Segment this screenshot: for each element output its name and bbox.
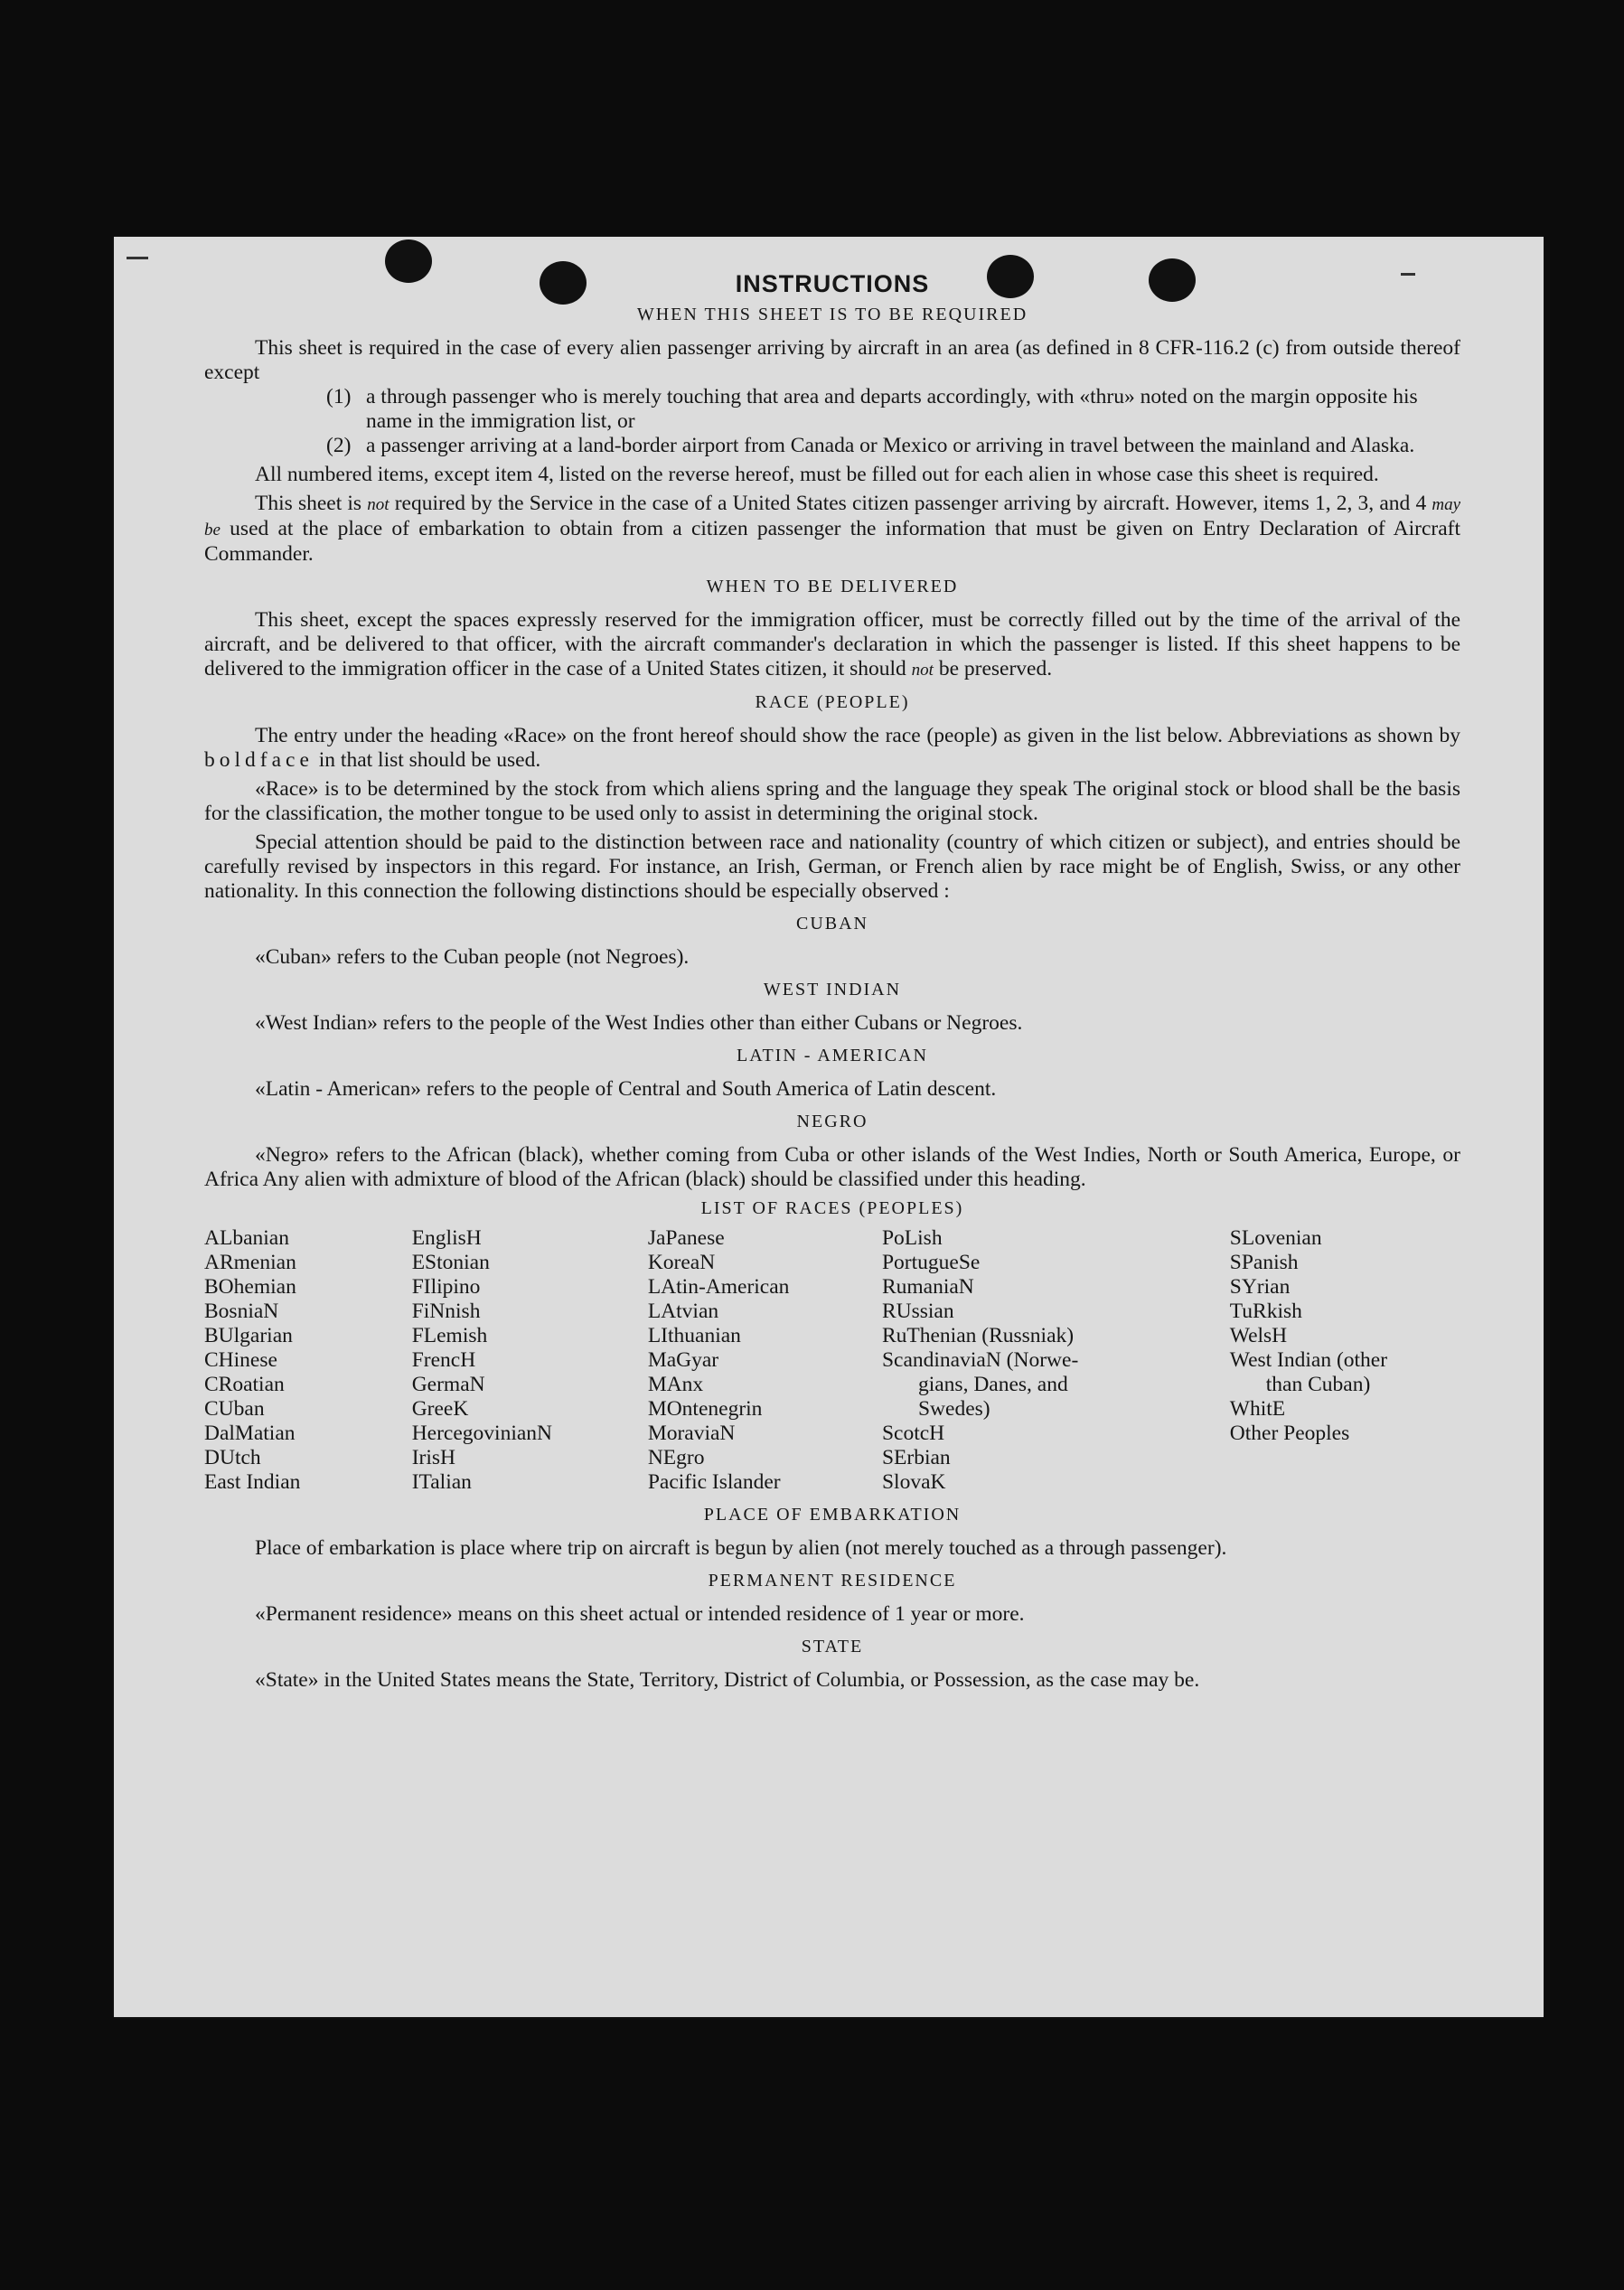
exception-item xyxy=(204,434,1460,458)
section-heading-cuban: CUBAN xyxy=(795,914,868,934)
section-heading-when-required: WHEN THIS SHEET IS TO BE REQUIRED xyxy=(636,305,1028,324)
race-paragraph-2: «Race» is to be determined by the stock from which aliens spring and the language they speak The original stock or blood shall be the basis for the classification, the mother tongue to be used only to assist in determining the original stock. xyxy=(204,777,1460,825)
section-heading-residence: PERMANENT RESIDENCE xyxy=(708,1571,957,1591)
race-entry: ARmenian xyxy=(204,1251,296,1274)
may-be-emphasis: may be xyxy=(204,495,1461,540)
delivery-paragraph: This sheet, except the spaces expressly reserved for the immigration officer, must be correctly filled out by the time of the arrival of the aircraft, and be delivered to that officer, with the aircraft commander's declaration in which the passenger is listed. If this sheet happens to be delivered to the immigration officer in the case of a United States citizen, it should not be preserved. xyxy=(204,608,1460,680)
not-emphasis: not xyxy=(911,661,934,680)
paper-mark xyxy=(1401,273,1415,276)
race-entry: LAtvian xyxy=(647,1300,719,1323)
race-entry: EnglisH xyxy=(411,1226,482,1250)
race-entry: FIlipino xyxy=(411,1275,481,1299)
numbered-items-paragraph: All numbered items, except item 4, listed on the reverse hereof, must be filled out for each alien in whose case this sheet is required. xyxy=(255,463,1379,486)
section-heading-latin-american: LATIN - AMERICAN xyxy=(737,1046,928,1065)
race-entry: PortugueSe xyxy=(881,1251,981,1274)
race-entry: RuThenian (Russniak) xyxy=(881,1324,1075,1347)
item-text: a through passenger who is merely touching that area and departs accordingly, with «thru» noted on the margin opposite his name in the immigration list, or xyxy=(366,385,1418,433)
race-entry: IrisH xyxy=(411,1446,455,1469)
section-heading-west-indian: WEST INDIAN xyxy=(763,980,902,1000)
race-entry: MAnx xyxy=(647,1373,704,1396)
exception-item xyxy=(204,385,1460,434)
race-entry: Other Peoples xyxy=(1229,1422,1350,1445)
race-entry: FrencH xyxy=(411,1348,476,1372)
state-paragraph: «State» in the United States means the State, Territory, District of Columbia, or Possession, as the case may be. xyxy=(255,1668,1200,1692)
item-number: (2) xyxy=(326,434,352,457)
race-entry: WhitE xyxy=(1229,1397,1286,1421)
race-paragraph-1: The entry under the heading «Race» on the front hereof should show the race (people) as given in the list below. Abbreviations as shown by boldface in that list should be used. xyxy=(204,724,1460,772)
page-title: INSTRUCTIONS xyxy=(735,270,930,297)
section-heading-state: STATE xyxy=(801,1637,864,1656)
race-entry: GreeK xyxy=(411,1397,469,1421)
races-column xyxy=(882,1226,1230,1495)
race-entry: EStonian xyxy=(411,1251,490,1274)
cuban-paragraph: «Cuban» refers to the Cuban people (not Negroes). xyxy=(255,945,690,969)
race-entry: FiNnish xyxy=(411,1300,481,1323)
race-entry: RumaniaN xyxy=(881,1275,974,1299)
section-heading-negro: NEGRO xyxy=(796,1112,868,1131)
negro-paragraph: «Negro» refers to the African (black), whether coming from Cuba or other islands of the West Indies, North or South America, Europe, or Africa Any alien with admixture of blood of the African (black) should be classified under this heading. xyxy=(204,1143,1460,1191)
residence-paragraph: «Permanent residence» means on this sheet actual or intended residence of 1 year or more. xyxy=(255,1602,1025,1626)
race-entry: BOhemian xyxy=(204,1275,296,1299)
race-entry: JaPanese xyxy=(647,1226,725,1250)
race-entry: Pacific Islander xyxy=(647,1470,781,1494)
punch-hole xyxy=(1149,258,1196,302)
races-list xyxy=(204,1226,1460,1495)
race-entry: ITalian xyxy=(411,1470,472,1494)
race-entry: HercegovinianN xyxy=(411,1422,553,1445)
boldface-word: boldface xyxy=(204,748,314,772)
races-column xyxy=(1230,1226,1460,1495)
race-entry: gians, Danes, and xyxy=(917,1373,1068,1396)
races-column xyxy=(204,1226,412,1495)
race-entry: SPanish xyxy=(1229,1251,1299,1274)
item-number: (1) xyxy=(326,385,352,408)
races-column xyxy=(648,1226,882,1495)
west-indian-paragraph: «West Indian» refers to the people of the West Indies other than either Cubans or Negroes. xyxy=(255,1011,1023,1035)
embarkation-paragraph: Place of embarkation is place where trip on aircraft is begun by alien (not merely touched as a through passenger). xyxy=(255,1536,1227,1560)
race-entry: MoraviaN xyxy=(647,1422,736,1445)
race-entry: CUban xyxy=(204,1397,265,1421)
race-entry: West Indian (other xyxy=(1229,1348,1388,1372)
race-entry: LIthuanian xyxy=(647,1324,741,1347)
section-heading-races-list: LIST OF RACES (PEOPLES) xyxy=(700,1198,964,1218)
punch-hole xyxy=(987,255,1034,298)
race-entry: FLemish xyxy=(411,1324,488,1347)
race-entry: TuRkish xyxy=(1229,1300,1302,1323)
race-entry: Swedes) xyxy=(917,1397,990,1421)
race-entry: ScandinaviaN (Norwe- xyxy=(881,1348,1079,1372)
race-entry: MaGyar xyxy=(647,1348,719,1372)
race-entry: East Indian xyxy=(204,1470,301,1494)
race-entry: GermaN xyxy=(411,1373,485,1396)
race-entry: SlovaK xyxy=(881,1470,946,1494)
race-entry: MOntenegrin xyxy=(647,1397,763,1421)
race-entry: BosniaN xyxy=(204,1300,279,1323)
not-emphasis: not xyxy=(367,495,390,514)
race-entry: KoreaN xyxy=(647,1251,716,1274)
race-entry: than Cuban) xyxy=(1265,1373,1371,1396)
race-paragraph-3: Special attention should be paid to the distinction between race and nationality (country of which citizen or subject), and entries should be carefully revised by inspectors in this regard. For instance, an Irish, German, or French alien by race might be of English, Swiss, or any other nationality. In this connection the following distinctions should be especially observed : xyxy=(204,831,1460,903)
paper-mark xyxy=(127,257,148,259)
race-entry: DalMatian xyxy=(204,1422,296,1445)
race-entry: CHinese xyxy=(204,1348,277,1372)
item-text: a passenger arriving at a land-border airport from Canada or Mexico or arriving in travel between the mainland and Alaska. xyxy=(366,434,1415,457)
race-entry: BUlgarian xyxy=(204,1324,293,1347)
section-heading-race: RACE (PEOPLE) xyxy=(755,692,910,712)
intro-paragraph: This sheet is required in the case of every alien passenger arriving by aircraft in an area (as defined in 8 CFR-116.2 (c) from outside thereof except xyxy=(204,336,1460,384)
race-entry: WelsH xyxy=(1229,1324,1288,1347)
race-entry: ALbanian xyxy=(204,1226,289,1250)
race-entry: RUssian xyxy=(881,1300,954,1323)
instruction-sheet xyxy=(114,237,1544,2017)
race-entry: DUtch xyxy=(204,1446,261,1469)
races-column xyxy=(412,1226,648,1495)
section-heading-embarkation: PLACE OF EMBARKATION xyxy=(703,1505,962,1525)
punch-hole xyxy=(385,239,432,283)
latin-american-paragraph: «Latin - American» refers to the people of Central and South America of Latin descent. xyxy=(255,1077,997,1101)
race-entry: CRoatian xyxy=(204,1373,285,1396)
section-heading-when-delivered: WHEN TO BE DELIVERED xyxy=(706,577,959,596)
race-entry: SErbian xyxy=(881,1446,951,1469)
race-entry: SYrian xyxy=(1229,1275,1291,1299)
punch-hole xyxy=(540,261,587,305)
race-entry: SLovenian xyxy=(1229,1226,1322,1250)
citizen-paragraph: This sheet is not required by the Service in the case of a United States citizen passenger arriving by aircraft. However, items 1, 2, 3, and 4 may be used at the place of embarkation to obtain from a citizen passenger the information that must be given on Entry Declaration of Aircraft Commander. xyxy=(204,492,1461,566)
race-entry: NEgro xyxy=(647,1446,705,1469)
race-entry: LAtin-American xyxy=(647,1275,790,1299)
race-entry: PoLish xyxy=(881,1226,943,1250)
race-entry: ScotcH xyxy=(881,1422,945,1445)
